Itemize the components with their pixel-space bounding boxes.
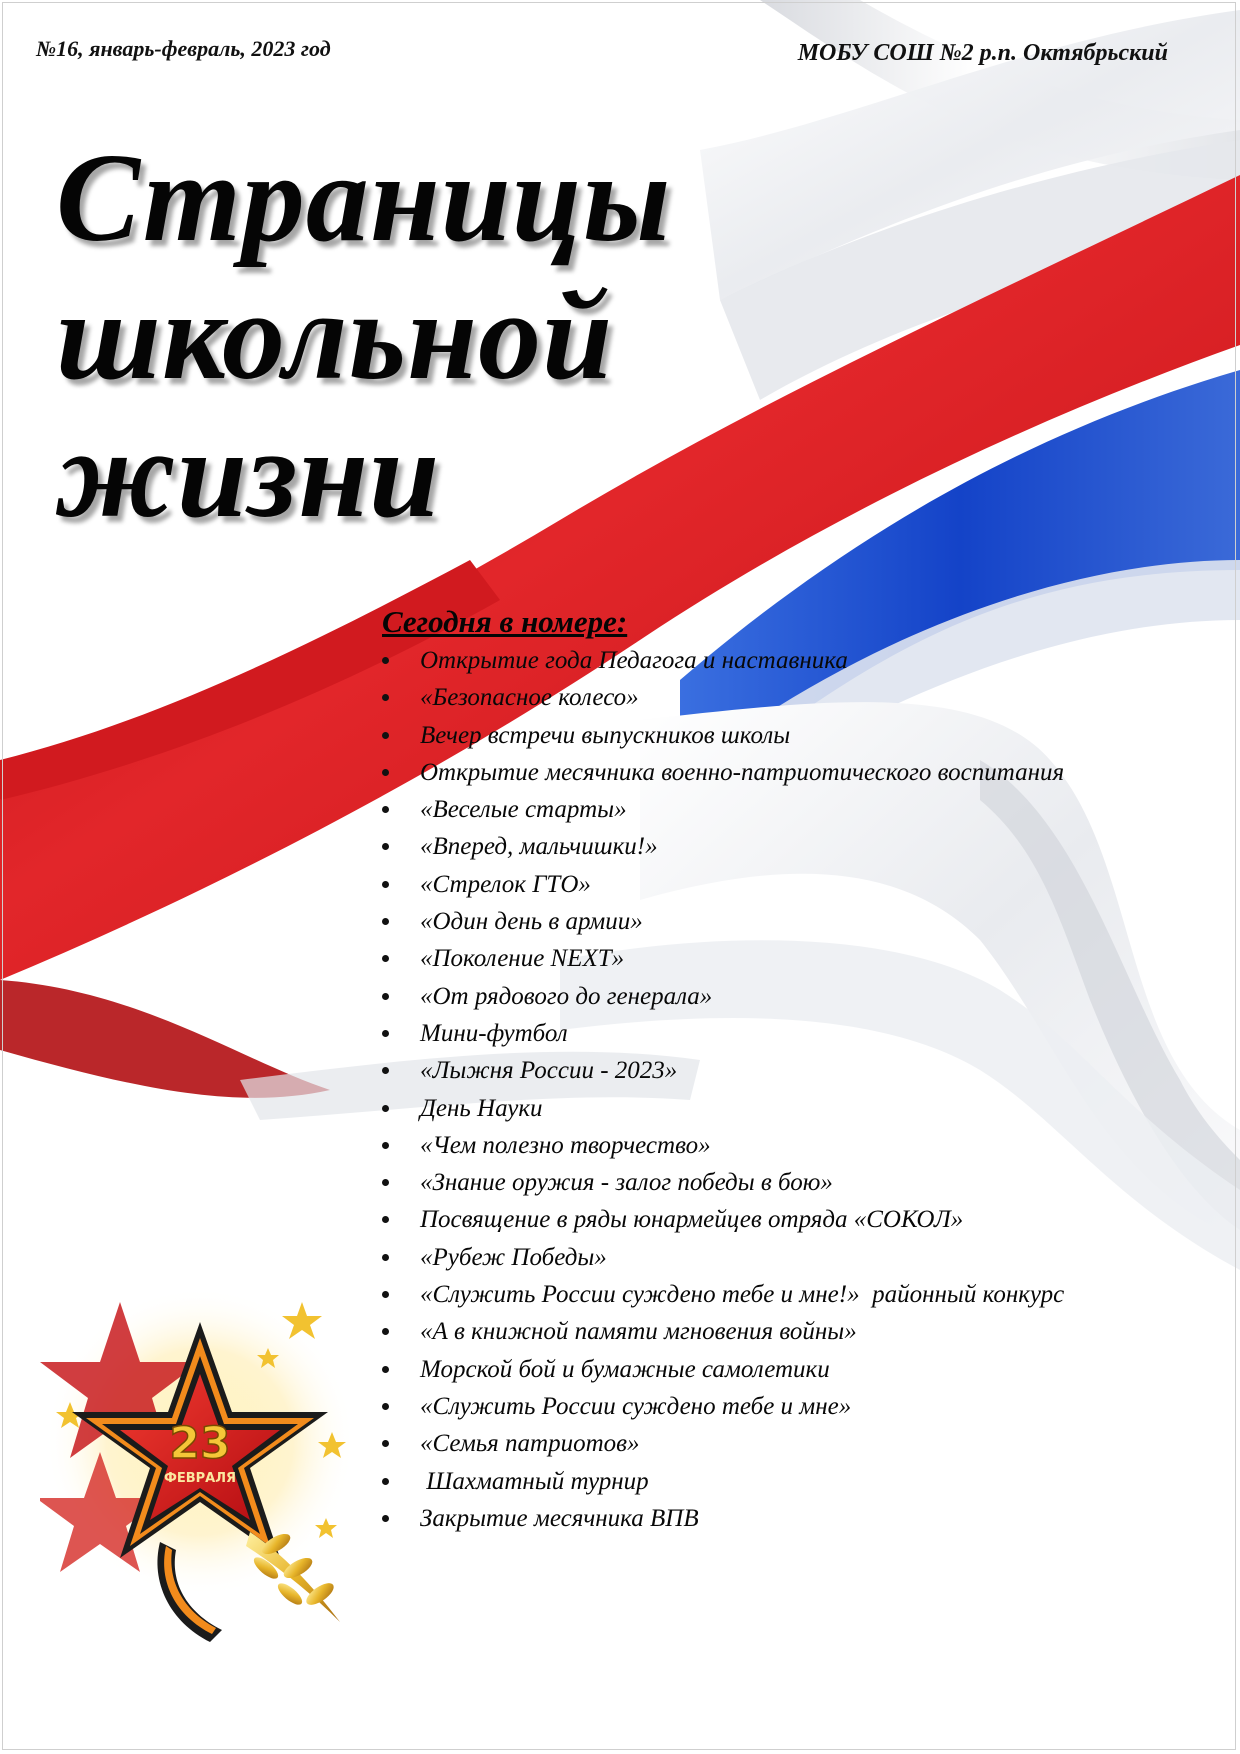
contents-item <box>382 1201 1182 1238</box>
bullet-icon <box>382 1403 389 1410</box>
contents-item <box>382 1239 1182 1276</box>
contents-item <box>382 1090 1182 1127</box>
contents-item-text: Посвящение в ряды юнармейцев отряда «СОКОЛ» <box>420 1206 964 1234</box>
contents-item-text: Мини-футбол <box>420 1019 568 1047</box>
contents-item-text: «Служить России суждено тебе и мне» <box>420 1392 852 1420</box>
contents-item-text: Открытие месячника военно-патриотического воспитания <box>420 758 1065 786</box>
bullet-icon <box>382 1291 389 1298</box>
contents-item-text: Морской бой и бумажные самолетики <box>420 1355 830 1383</box>
bullet-icon <box>382 806 389 813</box>
bullet-icon <box>382 657 389 664</box>
contents-item-text: «От рядового до генерала» <box>420 982 713 1010</box>
contents-item <box>382 1052 1182 1089</box>
contents-item-text: «Рубеж Победы» <box>420 1243 607 1271</box>
bullet-icon <box>382 732 389 739</box>
contents-item <box>382 1164 1182 1201</box>
school-name: МОБУ СОШ №2 р.п. Октябрьский <box>797 40 1168 66</box>
bullet-icon <box>382 955 389 962</box>
contents-item-text: Закрытие месячника ВПВ <box>420 1504 699 1532</box>
contents-item-text: «Стрелок ГТО» <box>420 870 591 898</box>
contents-item-text: «Чем полезно творчество» <box>420 1131 711 1159</box>
contents-item <box>382 1388 1182 1425</box>
bullet-icon <box>382 993 389 1000</box>
bullet-icon <box>382 1067 389 1074</box>
newspaper-title <box>56 130 671 544</box>
contents-item-text: «Поколение NEXT» <box>420 945 625 973</box>
contents-item-text: «Вперед, мальчишки!» <box>420 833 658 861</box>
table-of-contents <box>382 604 1182 1537</box>
contents-item <box>382 642 1182 679</box>
contents-item-text: Открытие года Педагога и наставника <box>420 647 848 674</box>
bullet-icon <box>382 1515 389 1522</box>
title-line-3: жизни <box>56 405 441 544</box>
bullet-icon <box>382 1478 389 1485</box>
contents-item <box>382 1276 1182 1313</box>
bullet-icon <box>382 1030 389 1037</box>
contents-item <box>382 754 1182 791</box>
contents-item-text: «Лыжня России - 2023» <box>420 1057 678 1085</box>
contents-item-text: «Служить России суждено тебе и мне!» районный конкурс <box>420 1281 1065 1309</box>
title-line-1: Страницы <box>56 129 672 268</box>
issue-number: №16, январь-февраль, 2023 год <box>36 36 331 61</box>
bullet-icon <box>382 1366 389 1373</box>
emblem-number: 23 <box>169 1418 231 1469</box>
contents-item <box>382 828 1182 865</box>
title-line-2: школьной <box>56 267 614 406</box>
contents-item <box>382 978 1182 1015</box>
contents-item <box>382 903 1182 940</box>
contents-item <box>382 1425 1182 1462</box>
bullet-icon <box>382 1142 389 1149</box>
contents-heading: Сегодня в номере: <box>382 604 628 639</box>
contents-item <box>382 1463 1182 1500</box>
contents-item-text: Вечер встречи выпускников школы <box>420 721 791 749</box>
contents-item <box>382 1015 1182 1052</box>
contents-item <box>382 1351 1182 1388</box>
bullet-icon <box>382 1440 389 1447</box>
contents-item <box>382 866 1182 903</box>
contents-list <box>382 642 1182 1537</box>
contents-item <box>382 1313 1182 1350</box>
contents-item-text: «Семья патриотов» <box>420 1430 640 1458</box>
february-23-emblem <box>40 1282 360 1652</box>
contents-item-text: День Науки <box>420 1094 543 1122</box>
bullet-icon <box>382 881 389 888</box>
contents-item <box>382 1127 1182 1164</box>
contents-item <box>382 940 1182 977</box>
contents-item <box>382 679 1182 716</box>
contents-item-text: «Знание оружия - залог победы в бою» <box>420 1169 833 1197</box>
bullet-icon <box>382 1254 389 1261</box>
bullet-icon <box>382 1216 389 1223</box>
contents-item-text: «Безопасное колесо» <box>420 684 639 712</box>
bullet-icon <box>382 1328 389 1335</box>
bullet-icon <box>382 918 389 925</box>
emblem-caption: ФЕВРАЛЯ <box>163 1471 237 1486</box>
bullet-icon <box>382 694 389 701</box>
contents-item <box>382 791 1182 828</box>
contents-item <box>382 1500 1182 1537</box>
bullet-icon <box>382 1179 389 1186</box>
bullet-icon <box>382 769 389 776</box>
contents-item <box>382 717 1182 754</box>
contents-item-text: «А в книжной памяти мгновения войны» <box>420 1318 857 1346</box>
bullet-icon <box>382 1105 389 1112</box>
contents-item-text: Шахматный турнир <box>420 1467 649 1495</box>
bullet-icon <box>382 843 389 850</box>
contents-item-text: «Веселые старты» <box>420 796 627 824</box>
contents-item-text: «Один день в армии» <box>420 908 643 936</box>
